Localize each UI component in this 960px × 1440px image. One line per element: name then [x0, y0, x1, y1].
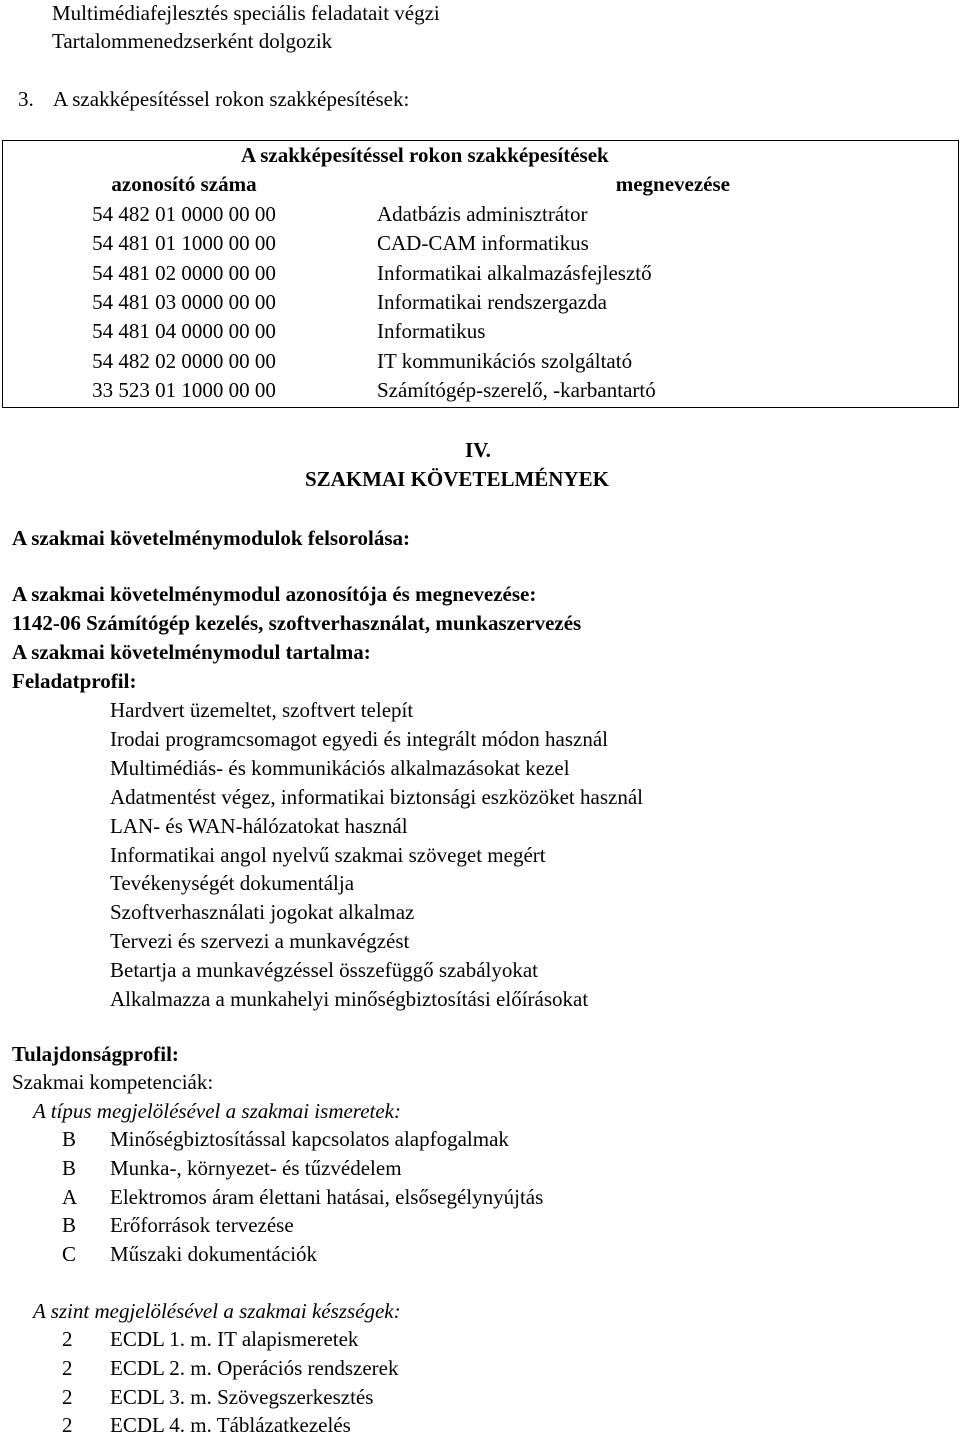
list-item: Adatmentést végez, informatikai biztonsági eszközöket használ	[110, 784, 643, 809]
type-code: C	[62, 1242, 77, 1267]
modules-label: A szakmai követelménymodulok felsorolása:	[12, 526, 411, 550]
section-3-title: A szakképesítéssel rokon szakképesítések:	[53, 87, 410, 111]
table-cell-name: Adatbázis adminisztrátor	[377, 201, 588, 226]
type-code: B	[62, 1155, 77, 1180]
list-item	[62, 1154, 543, 1183]
table-cell-id: 54 482 01 0000 00 00	[92, 201, 276, 226]
section-4-roman: IV.	[465, 438, 491, 462]
list-item	[62, 1411, 398, 1440]
task-list	[110, 696, 643, 1014]
skills-list	[62, 1325, 398, 1440]
competencies-label: Szakmai kompetenciák:	[12, 1070, 214, 1094]
related-qualifications-table	[2, 140, 959, 408]
list-item: Szoftverhasználati jogokat alkalmaz	[110, 900, 415, 925]
table-cell-id: 33 523 01 1000 00 00	[92, 378, 276, 403]
table-cell-id: 54 481 02 0000 00 00	[92, 260, 276, 285]
skill-text: ECDL 2. m. Operációs rendszerek	[110, 1355, 399, 1380]
column-header-id: azonosító száma	[111, 172, 257, 197]
table-cell-name: Informatikai alkalmazásfejlesztő	[377, 260, 652, 285]
type-code: A	[62, 1184, 78, 1209]
knowledge-text: Elektromos áram élettani hatásai, elsősegélynyújtás	[110, 1184, 544, 1209]
table-cell-name: IT kommunikációs szolgáltató	[377, 348, 633, 373]
list-item: Alkalmazza a munkahelyi minőségbiztosítási előírásokat	[110, 987, 589, 1012]
list-item: Hardvert üzemeltet, szoftvert telepít	[110, 698, 414, 722]
table-row	[3, 288, 959, 317]
table-row	[3, 347, 959, 376]
level-code: 2	[62, 1384, 73, 1409]
section-3-heading	[18, 85, 409, 114]
section-3-number: 3.	[18, 87, 34, 111]
table-cell-id: 54 481 03 0000 00 00	[92, 290, 276, 315]
knowledge-text: Minőségbiztosítással kapcsolatos alapfogalmak	[110, 1127, 509, 1151]
list-item	[62, 1125, 543, 1154]
table-cell-id: 54 481 01 1000 00 00	[92, 231, 276, 256]
list-item: Tervezi és szervezi a munkavégzést	[110, 929, 410, 954]
table-cell-id: 54 482 02 0000 00 00	[92, 348, 276, 373]
list-item: Tevékenységét dokumentálja	[110, 871, 355, 896]
list-item	[62, 1325, 398, 1354]
header-line-1: Multimédiafejlesztés speciális feladatait végzi	[52, 1, 440, 25]
list-item	[62, 1211, 543, 1240]
table-row	[3, 376, 959, 407]
list-item	[62, 1240, 543, 1269]
module-id-label: A szakmai követelménymodul azonosítója és megnevezése:	[12, 582, 537, 606]
level-code: 2	[62, 1355, 73, 1380]
content-label: A szakmai követelménymodul tartalma:	[12, 640, 371, 664]
list-item: Irodai programcsomagot egyedi és integrált módon használ	[110, 726, 609, 751]
knowledge-text: Műszaki dokumentációk	[110, 1242, 318, 1267]
list-item	[62, 1354, 398, 1383]
header-line-2: Tartalommenedzserként dolgozik	[52, 29, 333, 53]
table-cell-name: Számítógép-szerelő, -karbantartó	[377, 378, 656, 403]
table-cell-id: 54 481 04 0000 00 00	[92, 319, 276, 344]
knowledge-text: Munka-, környezet- és tűzvédelem	[110, 1155, 402, 1180]
level-code: 2	[62, 1413, 73, 1438]
section-4-title: SZAKMAI KÖVETELMÉNYEK	[305, 467, 609, 491]
skill-text: ECDL 4. m. Táblázatkezelés	[110, 1413, 351, 1438]
table-row	[3, 200, 959, 229]
type-code: B	[62, 1213, 77, 1238]
table-cell-name: Informatikai rendszergazda	[377, 290, 607, 315]
task-profile-label: Feladatprofil:	[12, 669, 137, 693]
table-cell-name: Informatikus	[377, 319, 486, 344]
property-profile-label: Tulajdonságprofil:	[12, 1042, 179, 1066]
knowledge-text: Erőforrások tervezése	[110, 1213, 294, 1238]
table-cell-name: CAD-CAM informatikus	[377, 231, 589, 256]
list-item	[62, 1183, 543, 1212]
skills-label: A szint megjelölésével a szakmai készségek:	[33, 1299, 401, 1323]
list-item: Informatikai angol nyelvű szakmai szöveget megért	[110, 842, 546, 867]
table-row	[3, 317, 959, 346]
list-item: LAN- és WAN-hálózatokat használ	[110, 813, 408, 838]
type-code: B	[62, 1127, 77, 1151]
skill-text: ECDL 3. m. Szövegszerkesztés	[110, 1384, 374, 1409]
list-item: Betartja a munkavégzéssel összefüggő szabályokat	[110, 958, 539, 983]
knowledge-label: A típus megjelölésével a szakmai ismeretek:	[33, 1099, 401, 1123]
module-name: 1142-06 Számítógép kezelés, szoftverhasználat, munkaszervezés	[12, 611, 582, 635]
table-row	[3, 259, 959, 288]
list-item: Multimédiás- és kommunikációs alkalmazásokat kezel	[110, 755, 570, 780]
table-row	[3, 229, 959, 258]
list-item	[62, 1383, 398, 1412]
skill-text: ECDL 1. m. IT alapismeretek	[110, 1327, 359, 1351]
column-header-name: megnevezése	[615, 172, 730, 197]
knowledge-list	[62, 1125, 543, 1269]
table-caption: A szakképesítéssel rokon szakképesítések	[241, 143, 609, 167]
level-code: 2	[62, 1327, 73, 1351]
